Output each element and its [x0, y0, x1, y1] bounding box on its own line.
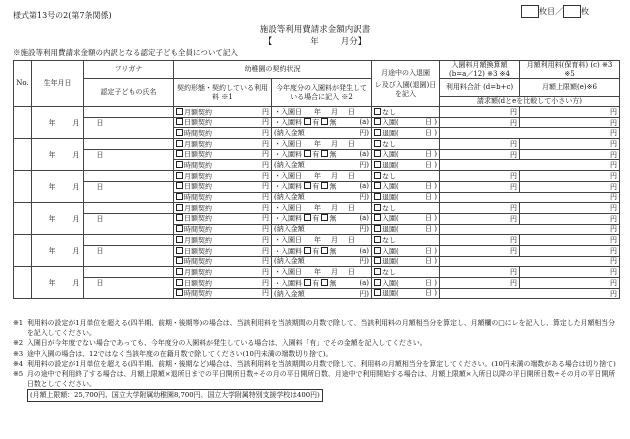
row-1-paid-amount[interactable]: (納入金額 円)	[272, 128, 372, 139]
page-number-field[interactable]	[521, 5, 539, 18]
row-4-hourly-contract[interactable]: 時間契約 円	[174, 224, 272, 235]
row-3-mid-exit[interactable]: 退園( 日 )	[372, 192, 440, 203]
row-2-birthdate[interactable]: 年 月 日	[32, 139, 84, 171]
row-5-mid-none[interactable]: なし	[372, 235, 440, 246]
row-2-mid-none-checkbox[interactable]	[374, 140, 381, 147]
row-3-hourly-checkbox[interactable]	[176, 193, 183, 200]
table-row	[14, 203, 620, 214]
footnote: ※4 利用料の設定が1月単位を超える(四半期、前期・後期など)場合は、当該利用料を当該期間の月数で除して、利用料の月額相当分を算定してください。(10円未満の端数がある場合は切り捨て)	[13, 359, 616, 368]
row-5-fee-none-checkbox[interactable]	[321, 247, 328, 254]
header-monthly-limit: 月額上限額(e)※6	[520, 79, 620, 97]
row-1-mid-exit-checkbox[interactable]	[374, 129, 381, 136]
total-pages-field[interactable]	[563, 5, 581, 18]
footnote: ※3 途中入園の場合は、12ではなく当該年度の在籍月数で除してください(10円未満の端数切り捨て)。	[13, 349, 333, 358]
row-1-monthly-limit[interactable]: 円	[520, 117, 620, 128]
row-1-monthly-checkbox[interactable]	[176, 108, 183, 115]
row-4-monthly-contract[interactable]: 月額契約 円	[174, 203, 272, 214]
row-1-mid-enter[interactable]: 入園( 日 )	[372, 117, 440, 128]
row-4-entry-fee[interactable]: ・入園料 有 無 (a)	[272, 213, 372, 224]
row-2-mid-exit[interactable]: 退園( 日 )	[372, 160, 440, 171]
row-2-entry-fee[interactable]: ・入園料 有 無 (a)	[272, 149, 372, 160]
row-3-hourly-contract[interactable]: 時間契約 円	[174, 192, 272, 203]
row-5-birthdate[interactable]: 年 月 日	[32, 235, 84, 267]
row-3-mid-none[interactable]: なし	[372, 171, 440, 182]
row-3-birthdate[interactable]: 年 月 日	[32, 171, 84, 203]
row-1-fee-has-checkbox[interactable]	[304, 118, 311, 125]
page-counter	[521, 5, 589, 18]
row-1-mid-enter-checkbox[interactable]	[374, 118, 381, 125]
row-6-monthly-limit[interactable]: 円	[520, 278, 620, 289]
row-6-mid-none[interactable]: なし	[372, 267, 440, 278]
row-6-no[interactable]	[14, 267, 32, 299]
row-5-furigana[interactable]	[84, 235, 174, 246]
row-4-fee-total[interactable]: 円	[440, 213, 520, 224]
row-3-daily-checkbox[interactable]	[176, 182, 183, 189]
row-4-mid-exit-checkbox[interactable]	[374, 225, 381, 232]
row-3-entry-date[interactable]: ・入園日 年 月 日	[272, 171, 372, 182]
row-5-mid-enter[interactable]: 入園( 日 )	[372, 245, 440, 256]
row-1-mid-exit[interactable]: 退園( 日 )	[372, 128, 440, 139]
row-4-furigana[interactable]	[84, 203, 174, 214]
row-6-birthdate[interactable]: 年 月 日	[32, 267, 84, 299]
row-3-monthly-fee[interactable]: 円	[520, 171, 620, 182]
row-1-entry-fee[interactable]: ・入園料 有 無 (a)	[272, 117, 372, 128]
row-6-monthly-fee[interactable]: 円	[520, 267, 620, 278]
header-birth: 生年月日	[32, 61, 84, 107]
row-6-mid-exit-checkbox[interactable]	[374, 289, 381, 296]
row-1-claim-amount[interactable]: 円	[440, 128, 620, 139]
row-2-monthly-checkbox[interactable]	[176, 140, 183, 147]
row-5-entry-fee-monthly[interactable]: 円	[440, 235, 520, 246]
row-1-fee-none-checkbox[interactable]	[321, 118, 328, 125]
row-4-paid-amount[interactable]: (納入金額 円)	[272, 224, 372, 235]
total-pages-label: 枚	[581, 7, 589, 16]
footnote: ※1 利用料の設定が1月単位を超える(四半期、前期・後期等)の場合は、当該利用料を当該期間の月数で除して、当該利用料の月額相当分を算定し、月額欄の□にレを記入し、算定した月額相当分を記入してください。	[13, 319, 616, 338]
row-2-hourly-contract[interactable]: 時間契約 円	[174, 160, 272, 171]
row-4-mid-enter-checkbox[interactable]	[374, 214, 381, 221]
row-3-mid-enter[interactable]: 入園( 日 )	[372, 181, 440, 192]
row-2-no[interactable]	[14, 139, 32, 171]
header-entry-info: 今年度分の入園料が発生している場合に記入 ※2	[272, 79, 372, 107]
row-2-entry-date[interactable]: ・入園日 年 月 日	[272, 139, 372, 150]
row-6-hourly-contract[interactable]: 時間契約 円	[174, 288, 272, 299]
table-row	[14, 139, 620, 150]
row-3-fee-none-checkbox[interactable]	[321, 182, 328, 189]
row-3-entry-fee[interactable]: ・入園料 有 無 (a)	[272, 181, 372, 192]
monthly-limit-note: (月額上限額：25,700円、国立大学附属幼稚園8,700円、国立大学附属特別支援学校は400円)	[27, 389, 323, 401]
row-5-daily-contract[interactable]: 日額契約 円	[174, 245, 272, 256]
row-5-mid-exit[interactable]: 退園( 日 )	[372, 256, 440, 267]
row-2-mid-none[interactable]: なし	[372, 139, 440, 150]
table-row	[14, 107, 620, 118]
row-1-entry-fee-monthly[interactable]: 円	[440, 107, 520, 118]
row-3-monthly-contract[interactable]: 月額契約 円	[174, 171, 272, 182]
row-3-fee-total[interactable]: 円	[440, 181, 520, 192]
row-1-hourly-checkbox[interactable]	[176, 129, 183, 136]
row-2-daily-contract[interactable]: 日額契約 円	[174, 149, 272, 160]
row-3-daily-contract[interactable]: 日額契約 円	[174, 181, 272, 192]
row-3-paid-amount[interactable]: (納入金額 円)	[272, 192, 372, 203]
row-5-monthly-contract[interactable]: 月額契約 円	[174, 235, 272, 246]
header-mid-entry: 月途中の入退園 レ及び入園(退園)日を記入	[372, 61, 440, 107]
claim-breakdown-table	[13, 60, 620, 299]
row-5-entry-date[interactable]: ・入園日 年 月 日	[272, 235, 372, 246]
row-3-furigana[interactable]	[84, 171, 174, 182]
row-2-monthly-contract[interactable]: 月額契約 円	[174, 139, 272, 150]
row-6-claim-amount[interactable]: 円	[440, 288, 620, 299]
row-3-monthly-checkbox[interactable]	[176, 172, 183, 179]
row-5-hourly-contract[interactable]: 時間契約 円	[174, 256, 272, 267]
row-1-daily-contract[interactable]: 日額契約 円	[174, 117, 272, 128]
row-4-entry-fee-monthly[interactable]: 円	[440, 203, 520, 214]
row-4-mid-enter[interactable]: 入園( 日 )	[372, 213, 440, 224]
row-2-hourly-checkbox[interactable]	[176, 161, 183, 168]
row-1-hourly-contract[interactable]: 時間契約 円	[174, 128, 272, 139]
row-5-claim-amount[interactable]: 円	[440, 256, 620, 267]
row-5-monthly-checkbox[interactable]	[176, 236, 183, 243]
row-3-monthly-limit[interactable]: 円	[520, 181, 620, 192]
row-3-mid-none-checkbox[interactable]	[374, 172, 381, 179]
header-contract-form: 契約形態・契約している利用料 ※1	[174, 79, 272, 107]
row-2-claim-amount[interactable]: 円	[440, 160, 620, 171]
row-4-monthly-limit[interactable]: 円	[520, 213, 620, 224]
row-2-mid-enter[interactable]: 入園( 日 )	[372, 149, 440, 160]
row-3-no[interactable]	[14, 171, 32, 203]
row-6-entry-date[interactable]: ・入園日 年 月 日	[272, 267, 372, 278]
footnote: ※2 入園日が今年度でない場合であっても、今年度分の入園料が発生している場合は、入園料「有」でその金額を記入してください。	[13, 339, 427, 348]
row-2-daily-checkbox[interactable]	[176, 150, 183, 157]
row-4-no[interactable]	[14, 203, 32, 235]
row-4-hourly-checkbox[interactable]	[176, 225, 183, 232]
row-6-fee-none-checkbox[interactable]	[321, 279, 328, 286]
row-5-mid-enter-checkbox[interactable]	[374, 247, 381, 254]
row-6-monthly-contract[interactable]: 月額契約 円	[174, 267, 272, 278]
row-4-daily-contract[interactable]: 日額契約 円	[174, 213, 272, 224]
header-claim: 請求額(dとeを比較して小さい方)	[440, 97, 620, 107]
row-2-paid-amount[interactable]: (納入金額 円)	[272, 160, 372, 171]
row-5-daily-checkbox[interactable]	[176, 247, 183, 254]
row-6-furigana[interactable]	[84, 267, 174, 278]
row-6-daily-contract[interactable]: 日額契約 円	[174, 278, 272, 289]
row-6-daily-checkbox[interactable]	[176, 279, 183, 286]
row-1-entry-date[interactable]: ・入園日 年 月 日	[272, 107, 372, 118]
row-2-monthly-limit[interactable]: 円	[520, 149, 620, 160]
header-monthly-fee: 月額利用料(保育料) (c) ※3 ※5	[520, 61, 620, 79]
row-2-monthly-fee[interactable]: 円	[520, 139, 620, 150]
footnotes	[13, 318, 619, 402]
row-5-entry-fee[interactable]: ・入園料 有 無 (a)	[272, 245, 372, 256]
row-6-paid-amount[interactable]: (納入金額 円)	[272, 288, 372, 299]
row-1-fee-total[interactable]: 円	[440, 117, 520, 128]
billing-period: 【 年 月分】	[263, 37, 367, 47]
row-5-fee-has-checkbox[interactable]	[304, 247, 311, 254]
row-6-fee-total[interactable]: 円	[440, 278, 520, 289]
row-6-mid-exit[interactable]: 退園( 日 )	[372, 288, 440, 299]
row-6-hourly-checkbox[interactable]	[176, 289, 183, 296]
row-3-fee-has-checkbox[interactable]	[304, 182, 311, 189]
row-2-mid-enter-checkbox[interactable]	[374, 150, 381, 157]
row-2-mid-exit-checkbox[interactable]	[374, 161, 381, 168]
row-5-hourly-checkbox[interactable]	[176, 257, 183, 264]
row-4-entry-date[interactable]: ・入園日 年 月 日	[272, 203, 372, 214]
row-5-monthly-limit[interactable]: 円	[520, 245, 620, 256]
row-6-entry-fee[interactable]: ・入園料 有 無 (a)	[272, 278, 372, 289]
row-3-claim-amount[interactable]: 円	[440, 192, 620, 203]
row-2-fee-total[interactable]: 円	[440, 149, 520, 160]
row-6-mid-enter[interactable]: 入園( 日 )	[372, 278, 440, 289]
row-1-mid-none[interactable]: なし	[372, 107, 440, 118]
footnote: ※5 月の途中で利用終了する場合は、月額上限額×退所日までの平日開所日数÷その月の平日開所日数、月途中で利用開始する場合は、月額上限額×入所日以降の平日開所日数÷その月の平日開所日数としてください。	[13, 370, 616, 389]
row-5-no[interactable]	[14, 235, 32, 267]
row-3-entry-fee-monthly[interactable]: 円	[440, 171, 520, 182]
row-1-birthdate[interactable]: 年 月 日	[32, 107, 84, 139]
row-6-fee-has-checkbox[interactable]	[304, 279, 311, 286]
row-4-monthly-fee[interactable]: 円	[520, 203, 620, 214]
header-contract: 幼稚園の契約状況	[174, 61, 372, 79]
row-2-fee-none-checkbox[interactable]	[321, 150, 328, 157]
row-4-fee-none-checkbox[interactable]	[321, 214, 328, 221]
row-1-monthly-contract[interactable]: 月額契約 円	[174, 107, 272, 118]
top-note: ※施設等利用費請求金額の内訳となる認定子ども全員について記入	[13, 48, 238, 57]
row-4-mid-none[interactable]: なし	[372, 203, 440, 214]
row-1-monthly-fee[interactable]: 円	[520, 107, 620, 118]
row-2-furigana[interactable]	[84, 139, 174, 150]
row-2-fee-has-checkbox[interactable]	[304, 150, 311, 157]
row-4-fee-has-checkbox[interactable]	[304, 214, 311, 221]
row-6-mid-enter-checkbox[interactable]	[374, 279, 381, 286]
document-title: 施設等利用費請求金額内訳書	[259, 25, 371, 35]
page-of-label: 枚目／	[539, 7, 563, 16]
table-row	[14, 171, 620, 182]
row-5-monthly-fee[interactable]: 円	[520, 235, 620, 246]
row-1-no[interactable]	[14, 107, 32, 139]
row-4-claim-amount[interactable]: 円	[440, 224, 620, 235]
header-furigana: フリガナ	[84, 61, 174, 79]
row-6-mid-none-checkbox[interactable]	[374, 268, 381, 275]
row-2-entry-fee-monthly[interactable]: 円	[440, 139, 520, 150]
row-4-monthly-checkbox[interactable]	[176, 204, 183, 211]
row-5-paid-amount[interactable]: (納入金額 円)	[272, 256, 372, 267]
row-3-mid-exit-checkbox[interactable]	[374, 193, 381, 200]
header-child-name: 認定子どもの氏名	[84, 79, 174, 107]
row-4-mid-none-checkbox[interactable]	[374, 204, 381, 211]
row-6-entry-fee-monthly[interactable]: 円	[440, 267, 520, 278]
row-5-mid-exit-checkbox[interactable]	[374, 257, 381, 264]
row-6-monthly-checkbox[interactable]	[176, 268, 183, 275]
row-1-furigana[interactable]	[84, 107, 174, 118]
row-4-mid-exit[interactable]: 退園( 日 )	[372, 224, 440, 235]
header-no: No.	[14, 61, 32, 107]
row-4-birthdate[interactable]: 年 月 日	[32, 203, 84, 235]
row-5-mid-none-checkbox[interactable]	[374, 236, 381, 243]
table-row	[14, 235, 620, 246]
row-4-daily-checkbox[interactable]	[176, 214, 183, 221]
row-1-mid-none-checkbox[interactable]	[374, 108, 381, 115]
form-number: 様式第13号の2(第7条関係)	[13, 11, 112, 20]
header-entry-fee-monthly: 入園料月額換算額 (b=a／12) ※3 ※4	[440, 61, 520, 79]
row-5-fee-total[interactable]: 円	[440, 245, 520, 256]
header-fee-total: 利用料合計 (d=b+c)	[440, 79, 520, 97]
table-row	[14, 267, 620, 278]
row-3-mid-enter-checkbox[interactable]	[374, 182, 381, 189]
row-1-daily-checkbox[interactable]	[176, 118, 183, 125]
